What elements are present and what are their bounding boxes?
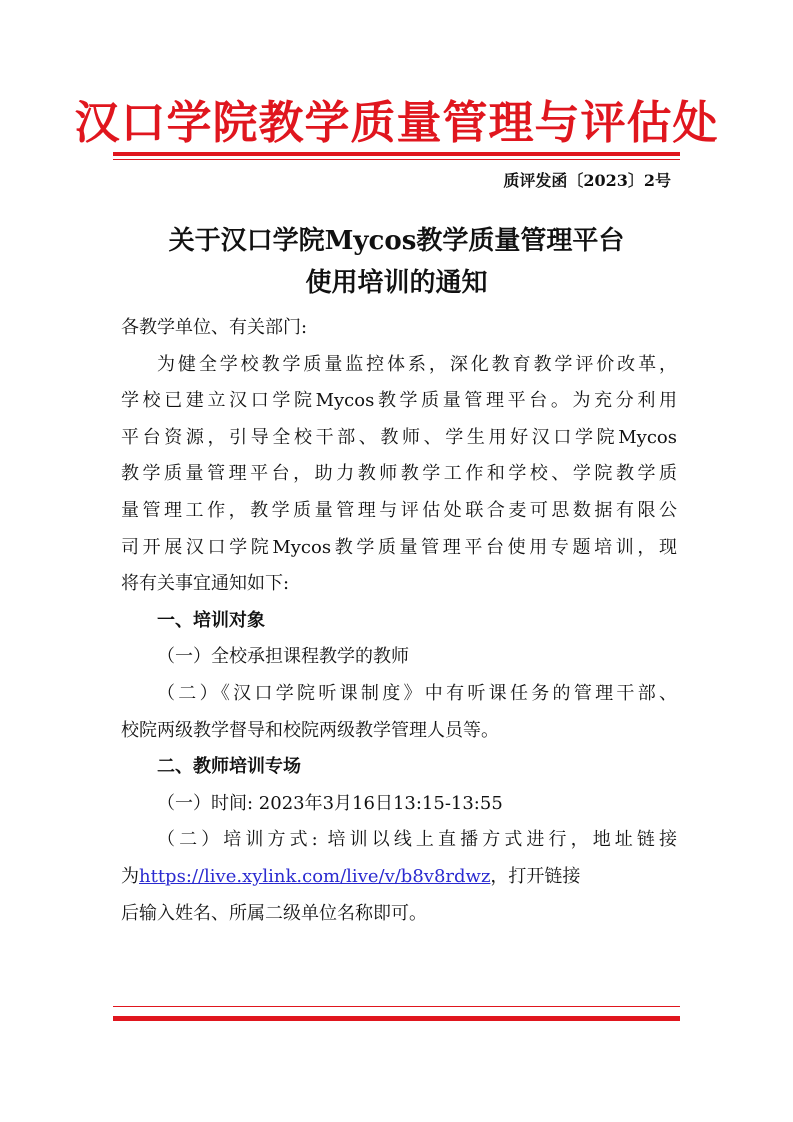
notice-title-line-1: 关于汉口学院Mycos教学质量管理平台: [168, 226, 625, 256]
link-prefix: 为: [121, 865, 139, 887]
list-item-time: （一）时间: 2023年3月16日13:15-13:55: [157, 792, 503, 814]
live-stream-link[interactable]: https://live.xylink.com/live/v/b8v8rdwz: [139, 865, 491, 887]
footer-rule-thin: [113, 1006, 680, 1007]
footer-rule-thick: [113, 1016, 680, 1021]
paragraph-line: 平台资源，引导全校干部、教师、学生用好汉口学院Mycos: [121, 426, 677, 448]
list-item-method: （二）培训方式: 培训以线上直播方式进行，地址链接: [157, 829, 677, 851]
letterhead-rule-thick: [113, 152, 680, 156]
paragraph-line: 学校已建立汉口学院Mycos教学质量管理平台。为充分利用: [121, 390, 677, 412]
notice-body: [121, 310, 677, 932]
link-suffix: ，打开链接: [490, 865, 581, 887]
list-item-link-line: [121, 859, 677, 896]
list-item: （二）《汉口学院听课制度》中有听课任务的管理干部、: [157, 682, 677, 704]
letterhead-title: 汉口学院教学质量管理与评估处: [74, 96, 719, 149]
section-heading-teacher-session: 二、教师培训专场: [157, 756, 301, 778]
list-item: （一）全校承担课程教学的教师: [157, 646, 409, 668]
salutation: 各教学单位、有关部门:: [121, 317, 308, 338]
notice-title: [0, 220, 793, 304]
list-item-continuation: 校院两级教学督导和校院两级教学管理人员等。: [121, 719, 499, 741]
document-number: 质评发函〔2023〕2号: [503, 171, 671, 190]
section-heading-training-targets: 一、培训对象: [157, 609, 265, 631]
paragraph-line: 司开展汉口学院Mycos教学质量管理平台使用专题培训，现: [121, 536, 677, 558]
notice-title-line-2: 使用培训的通知: [305, 268, 488, 298]
list-item-continuation: 后输入姓名、所属二级单位名称即可。: [121, 902, 427, 924]
paragraph-line: 为健全学校教学质量监控体系，深化教育教学评价改革，: [157, 353, 677, 375]
letterhead-rule-thin: [113, 159, 680, 160]
paragraph-line: 教学质量管理平台，助力教师教学工作和学校、学院教学质: [121, 463, 677, 485]
paragraph-line: 量管理工作，教学质量管理与评估处联合麦可思数据有限公: [121, 499, 677, 521]
paragraph-line: 将有关事宜通知如下:: [121, 573, 290, 595]
